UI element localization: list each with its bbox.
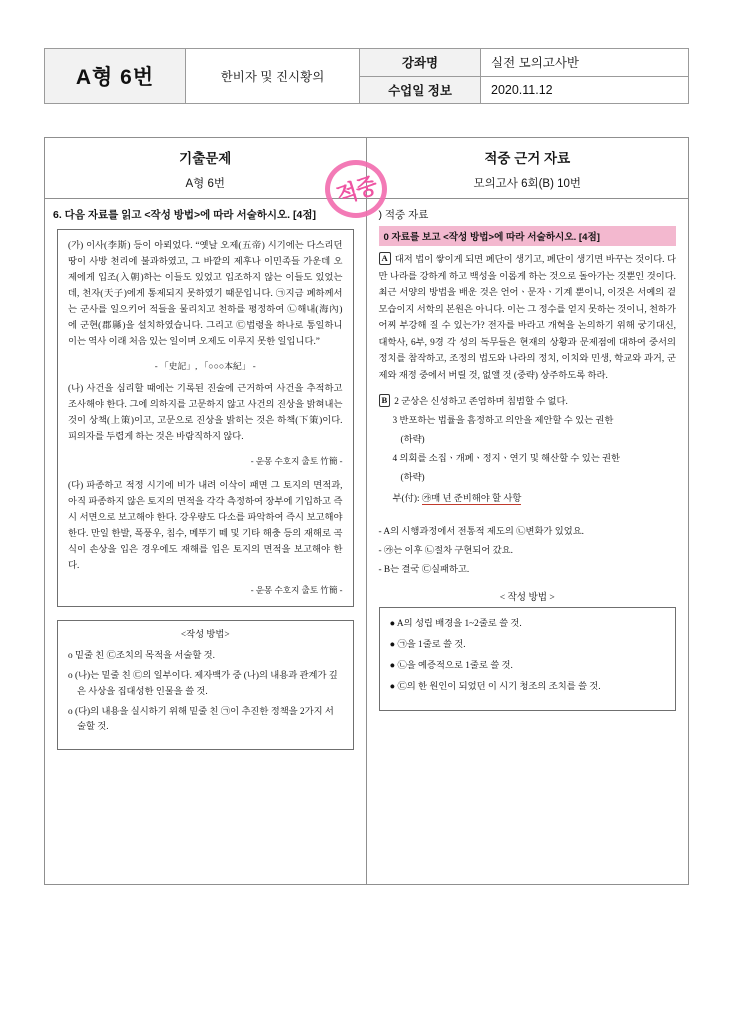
right-appendix [379,492,677,507]
left-column-subtitle: A형 6번 [45,167,366,199]
left-method-title: <작성 방법> [180,630,230,641]
passage-na: (나) 사건을 심리할 때에는 기록된 진술에 근거하여 사건을 추적하고 조사해야 한다. 그에 의하지를 고문하지 않고 사건의 진상을 밝혀내는 것이 상책(上策)이고, 고문으로 진상을 밝히는 것은 하책(下策)이다. 피의자를 두렵게 하는 것은 바람직하지 않다. [68,384,343,442]
content-frame [44,137,689,885]
right-column-title: 적중 근거 자료 [484,151,571,166]
right-note: - B는 결국 ㉢실패하고. [378,564,470,575]
lecture-name-label: 강좌명 [360,49,481,76]
passage-ga-cite: - 「史記」, 「○○○本紀」 - [154,360,256,371]
right-item [379,414,677,429]
right-item-text: 반포하는 법률을 흠정하고 의안을 제안할 수 있는 권한 [399,416,614,427]
class-date-label: 수업일 정보 [360,77,481,104]
right-item-num: 2 [394,397,399,408]
right-column [367,138,689,884]
right-note: - ㉮는 이후 ㉡절차 구현되어 갔요. [378,545,513,556]
header-info-table [360,48,689,104]
passage-marker-b: B [379,394,391,407]
right-method-item: ● ㉡을 예증적으로 1줄로 쓸 것. [389,661,513,671]
passage-box [57,229,354,607]
passage-da: (다) 파종하고 적정 시기에 비가 내려 이삭이 패면 그 토지의 면적과, 아직 파종하지 않은 토지의 면적을 각각 측정하여 장부에 기입하고 즉시 서면으로 보고해야 한다. 강우량도 다소를 파악하여 즉시 보고해야 한다. 만일 한발, 폭풍우, 침수, 메뚜기 떼 및 기타 해충 등의 재해로 곡식이 손상을 입은 경우에도 재해를 입은 토지의 면적을 보고해야 한다. [68,480,343,571]
right-passage-a [379,252,677,384]
right-item [379,394,677,410]
left-column [45,138,367,884]
left-column-title: 기출문제 [179,151,232,166]
right-appendix-label: 부(付): [392,493,420,504]
right-method-item: ● A의 성립 배경을 1~2줄로 쓸 것. [389,618,522,629]
right-item-text: 군상은 신성하고 존엄하며 침범할 수 없다. [401,397,568,408]
right-note: - A의 시행과정에서 전통적 제도의 ㉡변화가 있었요. [378,526,584,537]
right-item [379,452,677,467]
header-row-date [360,77,688,104]
passage-ga: (가) 이사(李斯) 등이 아뢰었다. “옛날 오제(五帝) 시기에는 다스리던 땅이 사방 천리에 불과하였고, 그 바깥의 제후나 이민족들 가운데 오제에게 입조(入朝)하는 이들도 있었고 입조하지 않는 이들도 있었는데, 천자(天子)에게 통제되지 못하였기 때문입니다. ㉠지금 폐하께서는 군사를 일으키어 적들을 물리치고 천하를 평정하여 ㉡해내(海內)에 군현(郡縣)을 설치하였습니다. 그리고 ㉢법령을 하나로 통일하니 이는 역사 이래 처음 있는 일이며 오제도 이루지 못한 일입니다.” [68,241,343,347]
right-method-box [379,607,677,712]
right-method-item: ● ㉠을 1줄로 쓸 것. [389,639,466,650]
header-row-lecture [360,49,688,77]
right-item-text: (하략) [400,472,425,483]
right-item-num: 3 [392,416,398,427]
lecture-subtitle: 한비자 및 진시황의 [186,48,360,104]
passage-na-cite: - 운몽 수호지 출토 竹簡 - [250,455,343,466]
right-item-text: 의회를 소집ㆍ개폐ㆍ정지ㆍ연기 및 해산할 수 있는 권한 [399,454,620,464]
left-method-box [57,620,354,750]
passage-marker-a: A [379,252,391,265]
right-item-text: (하략) [400,435,425,446]
right-method-title: < 작성 방법 > [499,591,555,603]
right-item [379,471,677,486]
document-header [44,48,689,104]
class-date-value: 2020.11.12 [491,82,553,97]
right-item [379,433,677,448]
left-method-item: o 밑줄 친 ㉢조치의 목적을 서술할 것. [68,651,215,662]
lecture-name-value: 실전 모의고사반 [491,56,579,71]
question-statement: 6. 다음 자료를 읽고 <작성 방법>에 따라 서술하시오. [4점] [53,209,316,221]
right-method-item: ● ㉢의 한 원인이 되었던 이 시기 청조의 조치를 쓸 것. [389,682,601,693]
right-item-num: 4 [392,454,398,464]
left-method-item: o (다)의 내용을 실시하기 위해 밑줄 친 ㉠이 추진한 정책을 2가지 서술할 것. [68,706,334,733]
passage-da-cite: - 운몽 수호지 출토 竹簡 - [250,584,343,595]
stamp-label: 적중 [333,171,380,209]
right-section-label: ) 적중 자료 [378,209,429,221]
right-prompt: 0 자료를 보고 <작성 방법>에 따라 서술하시오. [4점] [379,226,677,246]
form-label: A형 6번 [44,48,186,104]
right-appendix-text: ㉮매 넌 준비해야 할 사항 [421,493,522,504]
left-method-item: o (나)는 밑줄 친 ㉢의 일부이다. 제자백가 중 (나)의 내용과 관계가 깊은 사상을 집대성한 인물을 쓸 것. [68,671,338,697]
right-column-subtitle: 모의고사 6회(B) 10번 [367,167,689,199]
passage-a-text: 대저 법이 쌓이게 되면 폐단이 생기고, 폐단이 생기면 바꾸는 것이다. 다만 나라를 강하게 하고 백성을 이롭게 하는 것으로 돌아가는 것뿐인 것이다. 최근 서양의 방법을 배운 것은 언어ㆍ문자ㆍ기계 뿐이니, 이것은 서예의 겉모습이지 서학의 본원은 아니다. 이는 그 정수를 얻지 못하는 것이니, 천하가 어찌 부강해 질 수 있는가? 전자를 바라고 개혁을 논의하기 위해 궁기대신, 대학사, 6부, 9경 각 성의 독무들은 현재의 상황과 문제점에 대하여 중서의 정치를 참작하고, 조정의 법도와 나라의 정치, 이치와 민생, 학교와 과거, 군제와 재정 중에서 버릴 것, 없앨 것 (중략) 상주하도록 하라. [378,255,676,381]
